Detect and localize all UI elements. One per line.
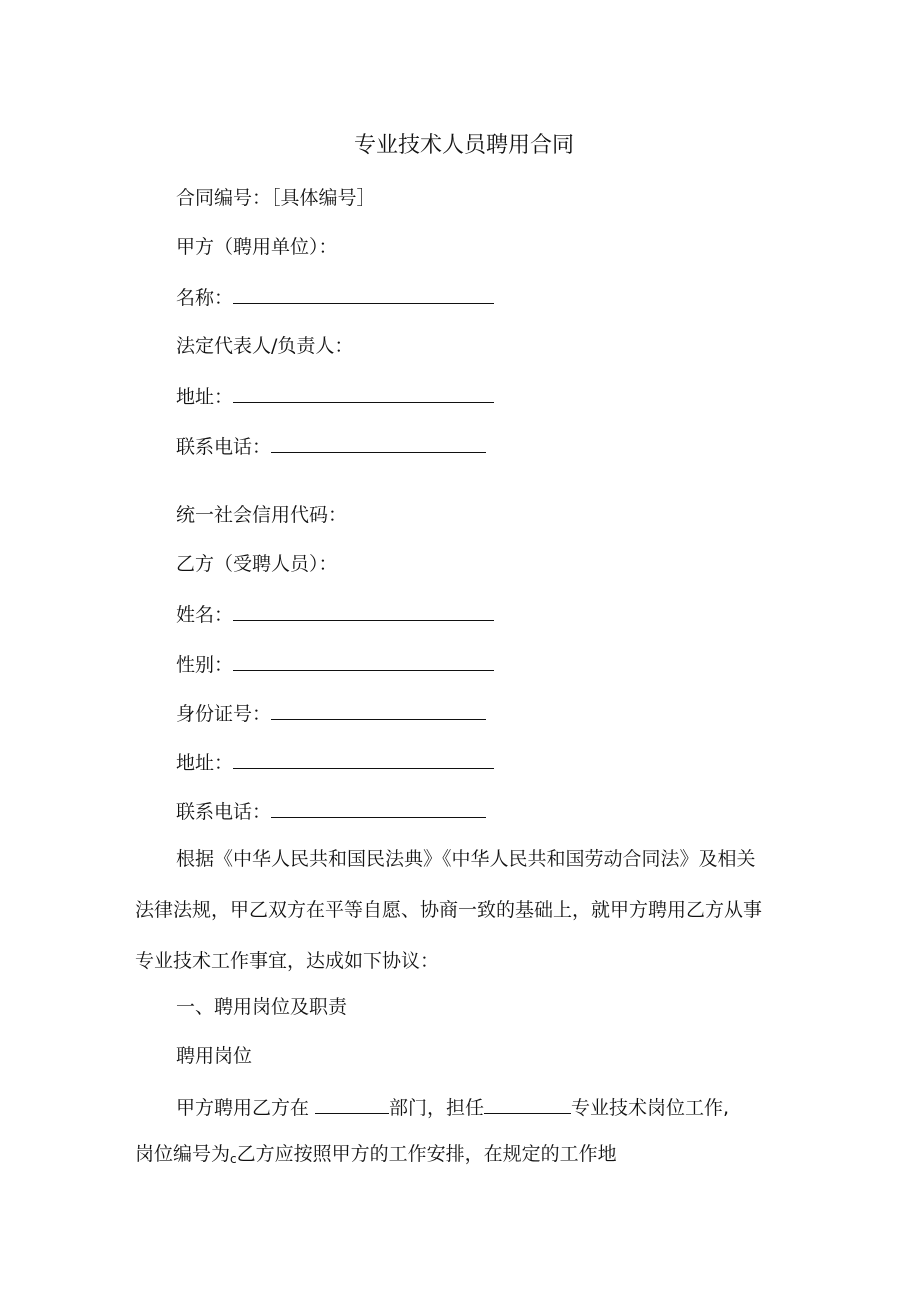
page-title: 专业技术人员聘用合同 (353, 133, 574, 158)
intro-line-2: 法律法规，甲乙双方在平等自愿、协商一致的基础上，就甲方聘用乙方从事 (135, 899, 763, 921)
party-a-address-line (176, 382, 494, 410)
party-b-gender-blank[interactable] (233, 650, 494, 671)
party-a-name-line (176, 283, 494, 311)
department-blank[interactable] (315, 1093, 389, 1114)
party-b-gender-line (176, 650, 494, 678)
section-1-subheading: 聘用岗位 (176, 1045, 253, 1067)
section-1-line-1 (176, 1093, 729, 1121)
party-b-address-line (176, 748, 494, 776)
section-1-text-b: 部门，担任 (389, 1097, 485, 1119)
party-a-rep-label: 法定代表人/负责人： (176, 335, 354, 357)
intro-line-3: 专业技术工作事宜，达成如下协议： (135, 950, 440, 972)
party-b-name-line (176, 600, 494, 628)
party-a-credit-code-label: 统一社会信用代码： (176, 504, 348, 526)
party-b-phone-label: 联系电话： (176, 801, 272, 823)
party-b-id-blank[interactable] (271, 699, 486, 720)
party-a-address-blank[interactable] (233, 382, 494, 403)
contract-number-label: 合同编号： (176, 187, 272, 209)
party-b-gender-label: 性别： (176, 654, 234, 676)
position-blank[interactable] (484, 1093, 571, 1114)
party-b-id-line (176, 699, 486, 727)
contract-number-value: ［具体编号］ (271, 187, 376, 209)
section-1-mark: c (230, 1152, 237, 1166)
party-b-address-label: 地址： (176, 752, 234, 774)
section-1-line-2 (135, 1141, 617, 1172)
party-a-phone-line (176, 432, 486, 460)
section-1-text-a: 甲方聘用乙方在 (176, 1097, 310, 1119)
section-1-text-d: 岗位编号为 (135, 1143, 231, 1165)
party-b-id-label: 身份证号： (176, 703, 272, 725)
party-b-name-blank[interactable] (233, 600, 494, 621)
party-a-phone-label: 联系电话： (176, 436, 272, 458)
party-a-heading: 甲方（聘用单位）： (176, 236, 338, 258)
section-1-heading: 一、聘用岗位及职责 (176, 996, 348, 1018)
party-b-name-label: 姓名： (176, 604, 234, 626)
section-1-text-e: 乙方应按照甲方的工作安排，在规定的工作地 (236, 1143, 617, 1165)
party-a-phone-blank[interactable] (271, 432, 486, 453)
party-b-phone-line (176, 797, 486, 825)
party-a-address-label: 地址： (176, 386, 234, 408)
party-a-name-blank[interactable] (233, 283, 494, 304)
party-b-address-blank[interactable] (233, 748, 494, 769)
intro-paragraph (135, 834, 800, 987)
contract-number-line (176, 185, 376, 211)
intro-line-1: 根据《中华人民共和国民法典》《中华人民共和国劳动合同法》及相关 (176, 848, 756, 870)
party-b-heading: 乙方（受聘人员）： (176, 553, 338, 575)
party-b-phone-blank[interactable] (271, 797, 486, 818)
section-1-text-c: 专业技术岗位工作, (571, 1097, 730, 1119)
party-a-name-label: 名称： (176, 287, 234, 309)
